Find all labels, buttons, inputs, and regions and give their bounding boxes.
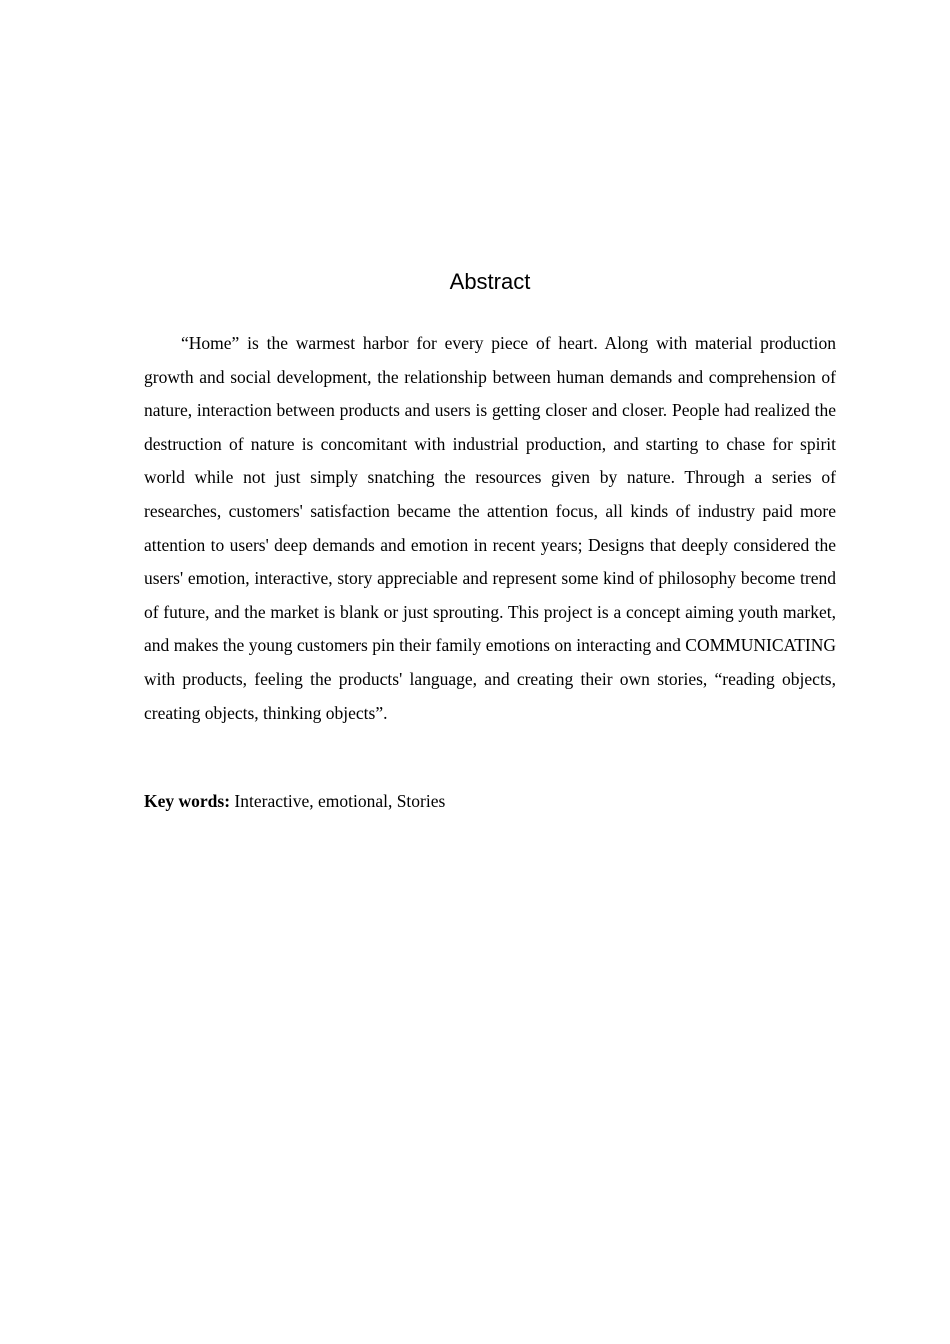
keywords-line [144, 785, 836, 819]
keywords-label: Key words: [144, 791, 231, 811]
abstract-title: Abstract [449, 269, 531, 294]
keywords-value: Interactive, emotional, Stories [230, 791, 446, 811]
abstract-paragraph: “Home” is the warmest harbor for every piece of heart. Along with material production growth and social development, the relationship between human demands and comprehension of nature, interaction between products and users is getting closer and closer. People had realized the destruction of nature is concomitant with industrial production, and starting to chase for spirit world while not just simply snatching the resources given by nature. Through a series of researches, customers' satisfaction became the attention focus, all kinds of industry paid more attention to users' deep demands and emotion in recent years; Designs that deeply considered the users' emotion, interactive, story appreciable and represent some kind of philosophy become trend of future, and the market is blank or just sprouting. This project is a concept aiming youth market, and makes the young customers pin their family emotions on interacting and COMMUNICATING with products, feeling the products' language, and creating their own stories, “reading objects, creating objects, thinking objects”. [144, 333, 836, 723]
